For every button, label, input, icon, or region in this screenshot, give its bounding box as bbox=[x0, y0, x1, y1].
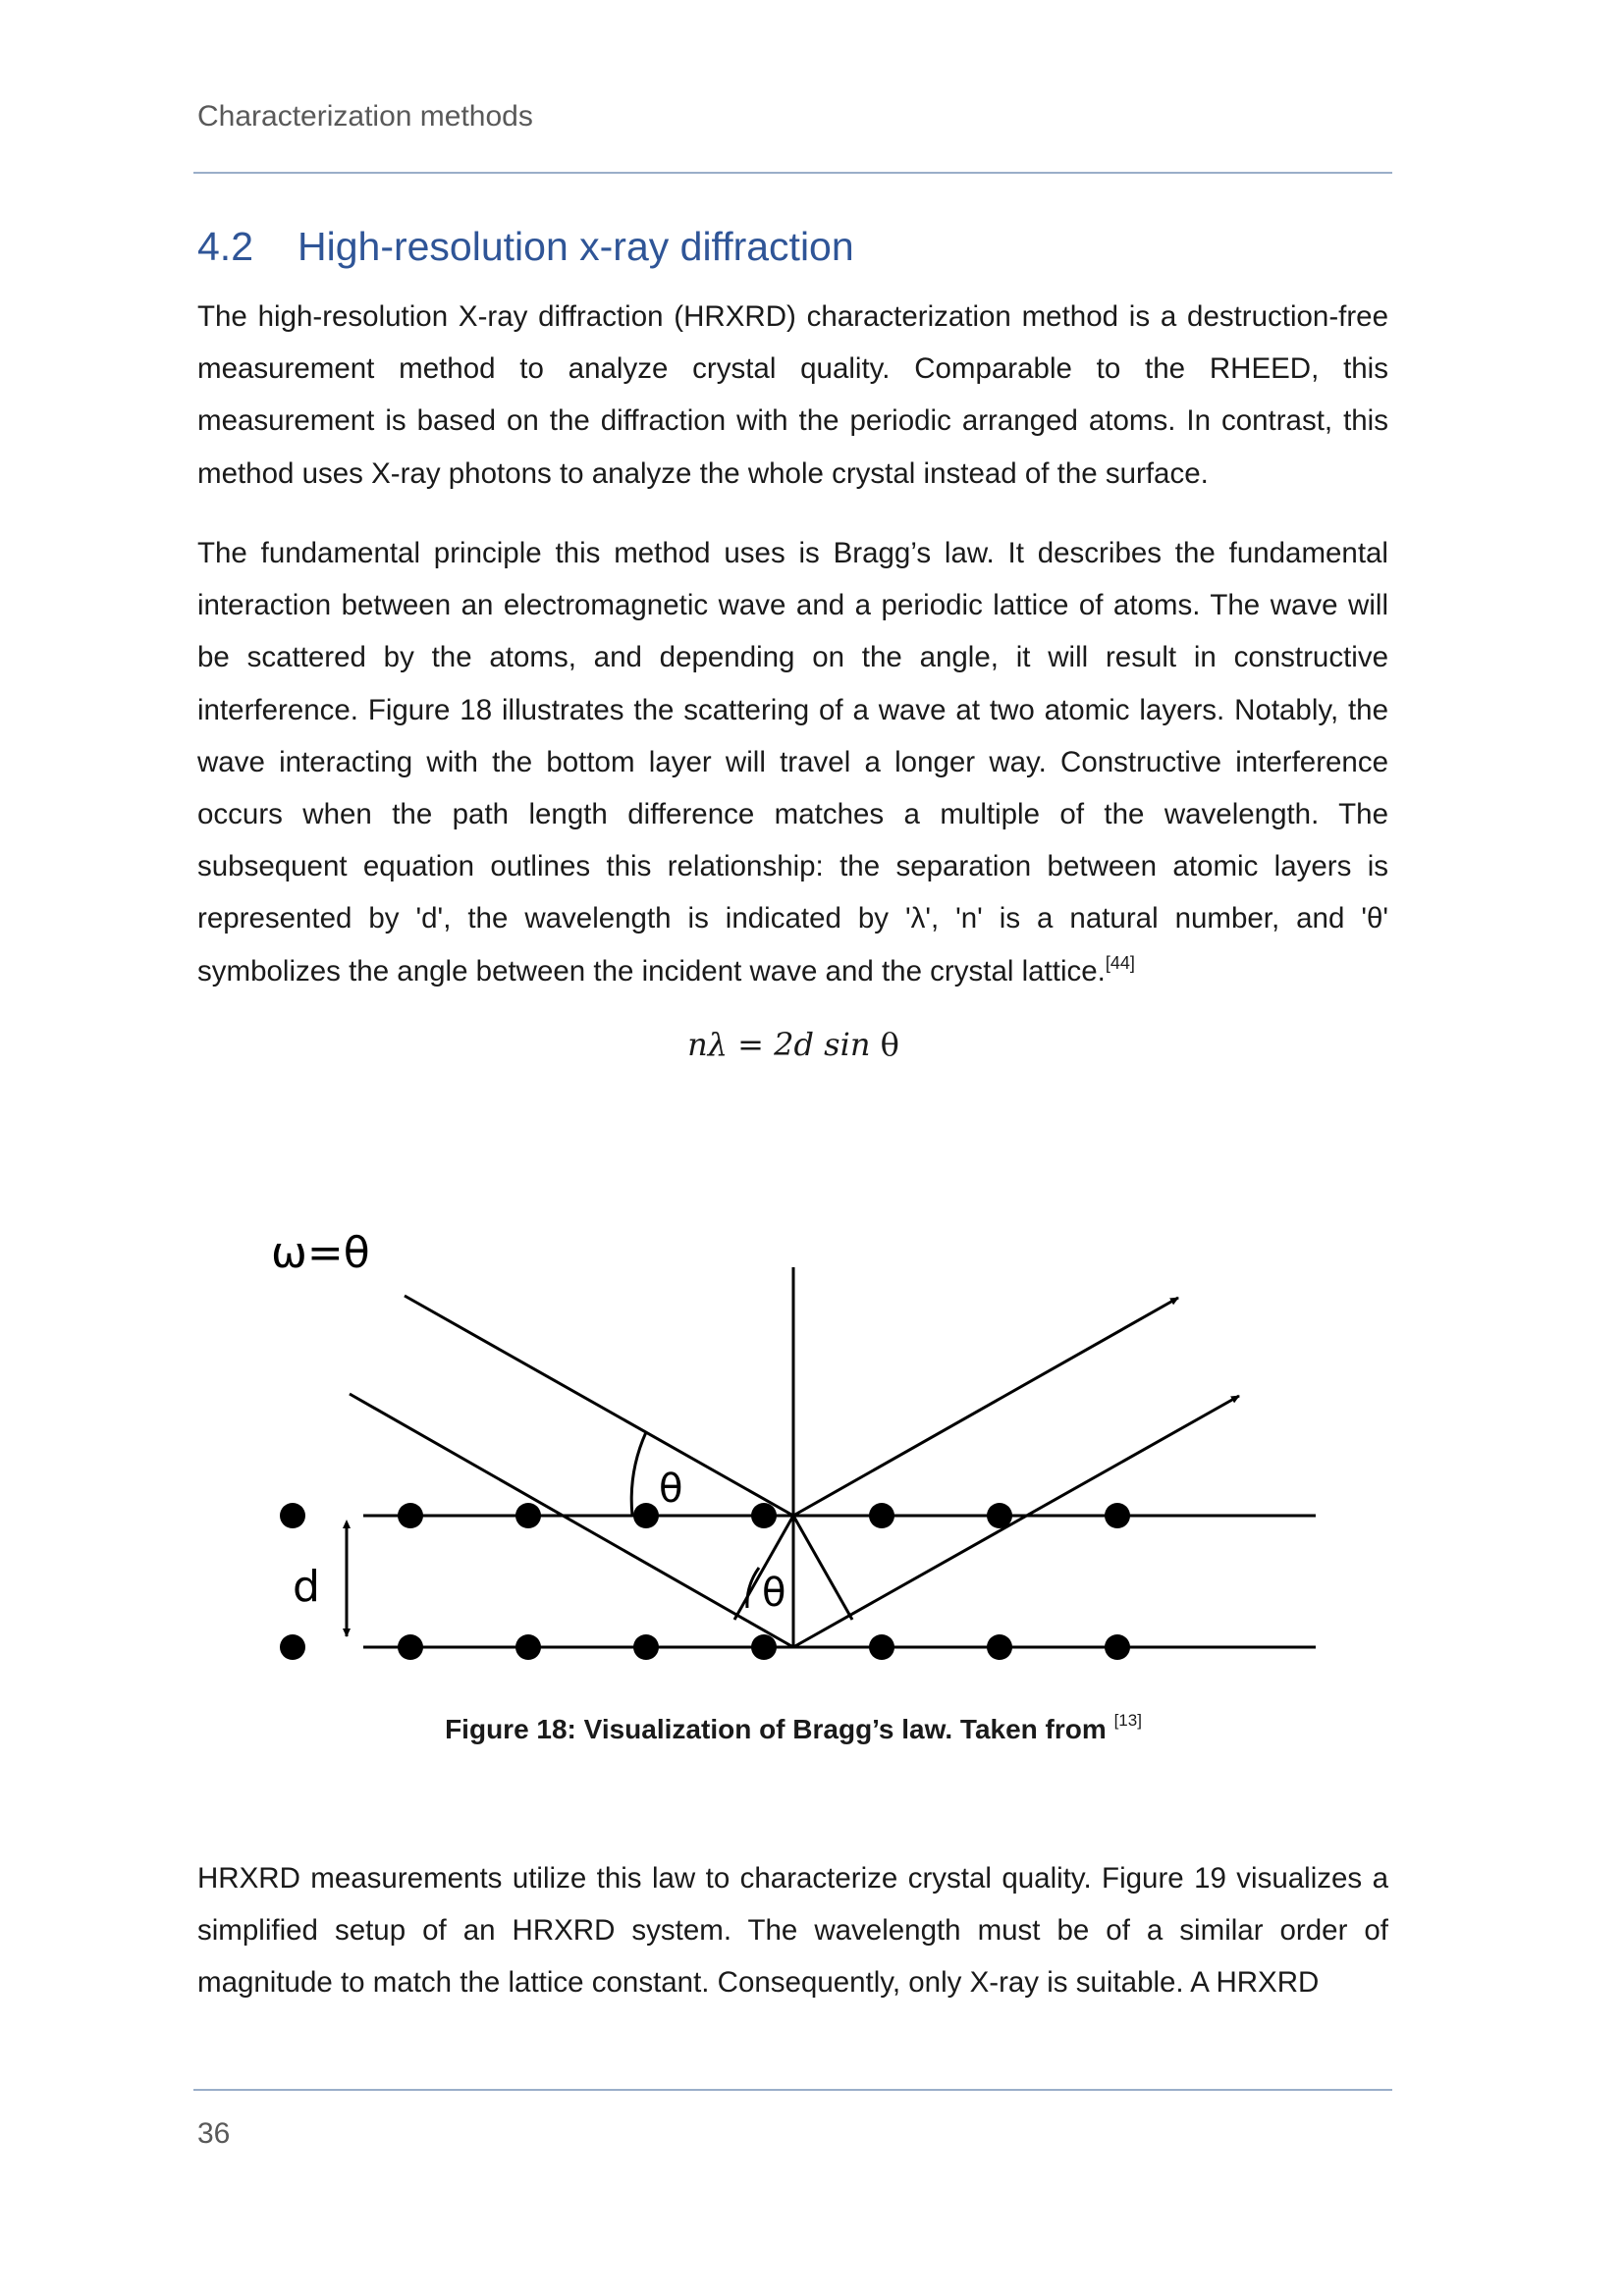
atom bbox=[398, 1634, 423, 1660]
incident-ray-top bbox=[405, 1296, 793, 1516]
section-number: 4.2 bbox=[197, 224, 253, 269]
page-number: 36 bbox=[197, 2117, 231, 2150]
bragg-figure bbox=[236, 1202, 1345, 1693]
atom bbox=[751, 1634, 777, 1660]
paragraph-hrxrd: HRXRD measurements utilize this law to characterize crystal quality. Figure 19 visualizes a simplified setup of an HRXRD system. The wavelength must be of a similar order of magnitude to match the lattice constant. Consequently, only X-ray is suitable. A HRXRD bbox=[197, 1862, 1388, 2000]
atom bbox=[1105, 1503, 1130, 1528]
atom bbox=[869, 1634, 894, 1660]
section-heading bbox=[197, 224, 854, 270]
omega-theta-label: ω=θ bbox=[271, 1228, 370, 1278]
bragg-diagram bbox=[236, 1202, 1345, 1693]
paragraph-bragg-text: The fundamental principle this method uses is Bragg’s law. It describes the fundamental interaction between an electromagnetic wave and a periodic lattice of atoms. The wave will be scattered by the atoms, and depending on the angle, it will result in constructive interference. Figure 18 illustrates the scattering of a wave at two atomic layers. Notably, the wave interacting with the bottom layer will travel a longer way. Constructive interference occurs when the path length difference matches a multiple of the wavelength. The subsequent equation outlines this relationship: the separation between atomic layers is represented by 'd', the wavelength is indicated by 'λ', 'n' is a natural number, and 'θ' symbolizes the angle between the incident wave and the crystal lattice. bbox=[197, 537, 1388, 988]
theta-label-bottom: θ bbox=[762, 1571, 786, 1616]
d-label: d bbox=[293, 1562, 320, 1612]
atom bbox=[751, 1503, 777, 1528]
atom bbox=[280, 1634, 305, 1660]
header-rule bbox=[193, 172, 1392, 174]
atom bbox=[280, 1503, 305, 1528]
atoms-group bbox=[280, 1503, 1130, 1660]
equation-equals: = bbox=[737, 1026, 764, 1063]
atom bbox=[987, 1503, 1012, 1528]
running-head: Characterization methods bbox=[197, 100, 533, 133]
citation-13[interactable]: [13] bbox=[1113, 1711, 1142, 1730]
section-title: High-resolution x-ray diffraction bbox=[298, 224, 854, 269]
equation-coeff: 2d bbox=[774, 1026, 814, 1063]
atom bbox=[987, 1634, 1012, 1660]
figure-caption bbox=[0, 1711, 1587, 1745]
atom bbox=[633, 1634, 659, 1660]
atom bbox=[515, 1634, 541, 1660]
equation-arg: θ bbox=[880, 1026, 899, 1063]
footer-rule bbox=[193, 2089, 1392, 2091]
equation-func: sin bbox=[824, 1026, 871, 1063]
reflected-ray-top bbox=[793, 1298, 1178, 1516]
bragg-equation bbox=[0, 1026, 1587, 1063]
paragraph-intro: The high-resolution X-ray diffraction (HRXRD) characterization method is a destruction-free measurement method to analyze crystal quality. Comparable to the RHEED, this measurement is based on the diffraction with the periodic arranged atoms. In contrast, this method uses X-ray photons to analyze the whole crystal instead of the surface. bbox=[197, 300, 1388, 490]
figure-caption-text: Figure 18: Visualization of Bragg’s law. Taken from bbox=[445, 1714, 1107, 1744]
equation-lhs: nλ bbox=[687, 1026, 728, 1063]
paragraph-bragg bbox=[197, 527, 1388, 997]
citation-44[interactable]: [44] bbox=[1105, 952, 1135, 973]
atom bbox=[515, 1503, 541, 1528]
atom bbox=[1105, 1634, 1130, 1660]
theta-label-top: θ bbox=[659, 1467, 683, 1512]
atom bbox=[869, 1503, 894, 1528]
path-difference-right bbox=[793, 1516, 852, 1620]
atom bbox=[633, 1503, 659, 1528]
reflected-ray-bottom bbox=[793, 1396, 1239, 1647]
atom bbox=[398, 1503, 423, 1528]
